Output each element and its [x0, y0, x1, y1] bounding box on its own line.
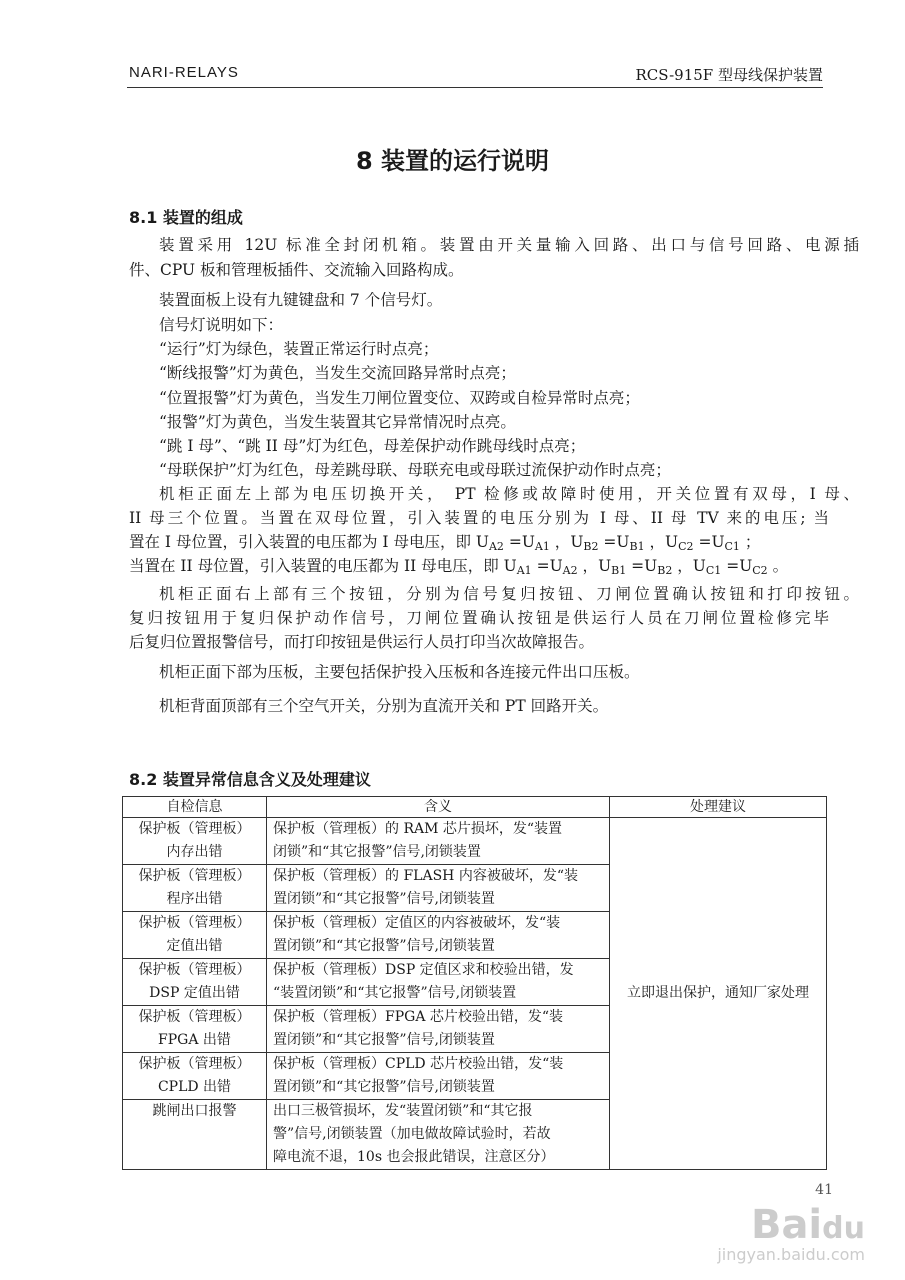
cell-line: 保护板（管理板） [138, 821, 251, 837]
self-check-info [123, 865, 267, 912]
table-row [123, 818, 827, 865]
formula-part: U [739, 557, 753, 575]
formula-part: B2 [657, 564, 673, 577]
self-check-info [123, 1053, 267, 1100]
meaning [267, 912, 610, 959]
col-header: 处理建议 [610, 797, 827, 818]
formula-part: 置在 I 母位置，引入装置的电压都为 I 母电压，即 [129, 533, 476, 551]
formula-part: B2 [583, 540, 599, 553]
cell-line: “装置闭锁”和“其它报警”信号,闭锁装置 [273, 985, 517, 1001]
formula-part: C1 [724, 540, 740, 553]
cell-line: 置闭锁”和“其它报警”信号,闭锁装置 [273, 1032, 495, 1048]
formula-part: U [475, 533, 489, 551]
formula-part: = [693, 533, 712, 551]
formula-part: U [692, 557, 706, 575]
paragraph-line: 件、CPU 板和管理板插件、交流输入回路构成。 [129, 261, 464, 279]
paragraph-line: 机柜背面顶部有三个空气开关，分别为直流开关和 PT 回路开关。 [159, 697, 609, 715]
paragraph-line: “报警”灯为黄色，当发生装置其它异常情况时点亮。 [159, 413, 516, 431]
cell-line: 置闭锁”和“其它报警”信号,闭锁装置 [273, 891, 495, 907]
section-heading-8-1: 8.1 装置的组成 [129, 208, 243, 227]
formula-part: = [721, 557, 740, 575]
header-right: RCS-915F 型母线保护装置 [635, 66, 823, 84]
formula-part: U [644, 557, 658, 575]
section-heading-8-2: 8.2 装置异常信息含义及处理建议 [129, 770, 371, 789]
cell-line: 保护板（管理板）DSP 定值区求和校验出错，发 [273, 962, 574, 978]
self-check-info [123, 1006, 267, 1053]
handling-advice: 立即退出保护，通知厂家处理 [610, 818, 827, 1170]
cell-line: 定值出错 [166, 938, 223, 954]
formula-part: = [503, 533, 522, 551]
paragraph-line: 机柜正面右上部有三个按钮，分别为信号复归按钮、刀闸位置确认按钮和打印按钮。 [159, 585, 859, 603]
formula-part: U [711, 533, 725, 551]
formula-part: 。 [767, 557, 789, 575]
meaning [267, 1100, 610, 1170]
cell-line: 保护板（管理板）FPGA 芯片校验出错，发“装 [273, 1009, 564, 1025]
formula-part: C2 [678, 540, 694, 553]
cell-line: 保护板（管理板）定值区的内容被破坏，发“装 [273, 915, 561, 931]
formula-part: ， [644, 533, 666, 551]
formula-part: U [503, 557, 517, 575]
cell-line: 保护板（管理板）的 RAM 芯片损坏，发“装置 [273, 821, 563, 837]
formula-part: = [598, 533, 617, 551]
meaning [267, 1006, 610, 1053]
paragraph-line: II 母三个位置。当置在双母位置，引入装置的电压分别为 I 母、II 母 TV 来的电压; 当 [129, 509, 829, 527]
paragraph-line: “位置报警”灯为黄色，当发生刀闸位置变位、双跨或自检异常时点亮； [159, 389, 640, 407]
formula-part: B1 [611, 564, 627, 577]
cell-line: 置闭锁”和“其它报警”信号,闭锁装置 [273, 1079, 495, 1095]
formula-part: C1 [705, 564, 722, 577]
cell-line: 保护板（管理板） [138, 1056, 251, 1072]
col-header: 含义 [267, 797, 610, 818]
cell-line: 保护板（管理板） [138, 868, 251, 884]
formula-part: 当置在 II 母位置，引入装置的电压都为 II 母电压，即 [129, 557, 504, 575]
paragraph-line: “跳 I 母”、“跳 II 母”灯为红色，母差保护动作跳母线时点亮； [159, 437, 586, 455]
cell-line: 保护板（管理板） [138, 962, 251, 978]
formula-part: U [521, 533, 535, 551]
formula-part: A1 [516, 564, 532, 577]
cell-line: 闭锁”和“其它报警”信号,闭锁装置 [273, 844, 481, 860]
formula-line [129, 554, 829, 583]
watermark-url: jingyan.baidu.com [717, 1245, 865, 1264]
meaning [267, 1053, 610, 1100]
paragraph-line: 后复归位置报警信号，而打印按钮是供运行人员打印当次故障报告。 [129, 633, 595, 651]
paragraph-line: 复归按钮用于复归保护动作信号，刀闸位置确认按钮是供运行人员在刀闸位置检修完毕 [129, 609, 829, 627]
cell-line: 障电流不退，10s 也会报此错误，注意区分） [273, 1149, 555, 1165]
baidu-watermark [717, 1202, 865, 1264]
formula-part: U [665, 533, 679, 551]
self-check-info [123, 912, 267, 959]
self-check-info [123, 959, 267, 1006]
cell-line: 保护板（管理板）的 FLASH 内容被破坏，发“装 [273, 868, 578, 884]
self-check-info [123, 818, 267, 865]
cell-line: FPGA 出错 [158, 1032, 231, 1048]
page-number: 41 [815, 1182, 833, 1198]
formula-part: A2 [562, 564, 578, 577]
watermark-logo: Baidu [750, 1202, 865, 1248]
cell-line: 警”信号,闭锁装置（加电做故障试验时，若故 [273, 1126, 551, 1142]
cell-line: 保护板（管理板） [138, 1009, 251, 1025]
cell-line: DSP 定值出错 [149, 985, 240, 1001]
meaning [267, 818, 610, 865]
formula-part: ； [739, 533, 761, 551]
paragraph-line: “断线报警”灯为黄色，当发生交流回路异常时点亮； [159, 364, 516, 382]
cell-line: 跳闸出口报警 [152, 1103, 237, 1119]
formula-part: U [570, 533, 584, 551]
cell-line: 置闭锁”和“其它报警”信号,闭锁装置 [273, 938, 495, 954]
header-left: NARI-RELAYS [129, 64, 239, 81]
paragraph-line: “母联保护”灯为红色，母差跳母联、母联充电或母联过流保护动作时点亮； [159, 461, 671, 479]
formula-part: C2 [752, 564, 768, 577]
formula-part: B1 [629, 540, 645, 553]
paragraph-line: 装置采用 12U 标准全封闭机箱。装置由开关量输入回路、出口与信号回路、电源插 [159, 236, 859, 254]
cell-line: 保护板（管理板）CPLD 芯片校验出错，发“装 [273, 1056, 564, 1072]
cell-line: 内存出错 [166, 844, 223, 860]
meaning [267, 865, 610, 912]
formula-part: ， [672, 557, 693, 575]
header-rule [127, 87, 823, 88]
self-check-info [123, 1100, 267, 1170]
paragraph-line: 机柜正面左上部为电压切换开关， PT 检修或故障时使用，开关位置有双母，I 母、 [159, 485, 859, 503]
meaning [267, 959, 610, 1006]
formula-part: A2 [488, 540, 504, 553]
cell-line: 出口三极管损坏，发“装置闭锁”和“其它报 [273, 1103, 533, 1119]
formula-part: = [531, 557, 550, 575]
chapter-title: 8 装置的运行说明 [355, 147, 550, 175]
formula-part: U [549, 557, 563, 575]
paragraph-line: “运行”灯为绿色，装置正常运行时点亮； [159, 340, 439, 358]
error-table [122, 796, 827, 1170]
formula-part: U [616, 533, 630, 551]
cell-line: CPLD 出错 [157, 1079, 232, 1095]
formula-part: ， [577, 557, 599, 575]
cell-line: 程序出错 [166, 891, 223, 907]
formula-part: ， [549, 533, 571, 551]
cell-line: 保护板（管理板） [138, 915, 251, 931]
formula-part: A1 [534, 540, 550, 553]
paragraph-line: 信号灯说明如下： [159, 316, 284, 334]
col-header: 自检信息 [123, 797, 267, 818]
formula-part: = [626, 557, 645, 575]
paragraph-line: 装置面板上设有九键键盘和 7 个信号灯。 [159, 291, 443, 309]
paragraph-line: 机柜正面下部为压板，主要包括保护投入压板和各连接元件出口压板。 [159, 663, 640, 681]
formula-part: U [598, 557, 612, 575]
